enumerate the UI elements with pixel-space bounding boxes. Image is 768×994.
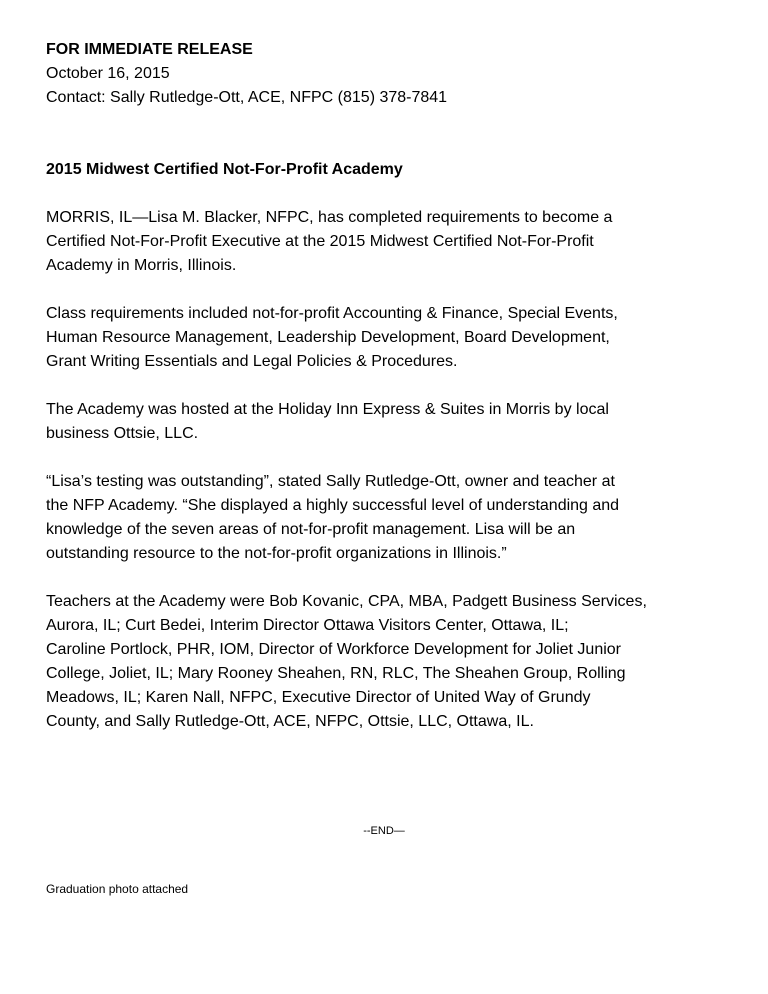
contact-line: Contact: Sally Rutledge-Ott, ACE, NFPC (815) 378-7841 (46, 89, 448, 106)
release-label: FOR IMMEDIATE RELEASE (46, 41, 253, 58)
paragraph-line: Human Resource Management, Leadership Development, Board Development, (46, 329, 610, 346)
paragraph-line: Class requirements included not-for-profit Accounting & Finance, Special Events, (46, 305, 618, 322)
paragraph-host (46, 398, 736, 446)
paragraph-line: Certified Not-For-Profit Executive at the 2015 Midwest Certified Not-For-Profit (46, 233, 594, 250)
paragraph-line: “Lisa’s testing was outstanding”, stated Sally Rutledge-Ott, owner and teacher at (46, 473, 615, 490)
attachment-note: Graduation photo attached (46, 882, 189, 896)
paragraph-line: the NFP Academy. “She displayed a highly successful level of understanding and (46, 497, 620, 514)
paragraph-line: Grant Writing Essentials and Legal Policies & Procedures. (46, 353, 458, 370)
paragraph-line: knowledge of the seven areas of not-for-profit management. Lisa will be an (46, 521, 576, 538)
release-date: October 16, 2015 (46, 65, 170, 82)
paragraph-class-requirements (46, 302, 736, 374)
paragraph-line: MORRIS, IL—Lisa M. Blacker, NFPC, has completed requirements to become a (46, 209, 613, 226)
paragraph-line: outstanding resource to the not-for-profit organizations in Illinois.” (46, 545, 507, 562)
paragraph-line: Caroline Portlock, PHR, IOM, Director of Workforce Development for Joliet Junior (46, 641, 622, 658)
paragraph-line: Teachers at the Academy were Bob Kovanic, CPA, MBA, Padgett Business Services, (46, 593, 647, 610)
end-marker: --END— (363, 825, 405, 837)
headline: 2015 Midwest Certified Not-For-Profit Academy (46, 161, 403, 178)
paragraph-line: College, Joliet, IL; Mary Rooney Sheahen, RN, RLC, The Sheahen Group, Rolling (46, 665, 626, 682)
paragraph-line: County, and Sally Rutledge-Ott, ACE, NFPC, Ottsie, LLC, Ottawa, IL. (46, 713, 534, 730)
paragraph-line: The Academy was hosted at the Holiday Inn Express & Suites in Morris by local (46, 401, 609, 418)
paragraph-teachers (46, 590, 736, 734)
paragraph-intro (46, 206, 736, 278)
press-release (46, 38, 736, 734)
paragraph-line: Academy in Morris, Illinois. (46, 257, 237, 274)
paragraph-quote (46, 470, 736, 566)
paragraph-line: business Ottsie, LLC. (46, 425, 199, 442)
paragraph-line: Aurora, IL; Curt Bedei, Interim Director Ottawa Visitors Center, Ottawa, IL; (46, 617, 569, 634)
paragraph-line: Meadows, IL; Karen Nall, NFPC, Executive Director of United Way of Grundy (46, 689, 591, 706)
